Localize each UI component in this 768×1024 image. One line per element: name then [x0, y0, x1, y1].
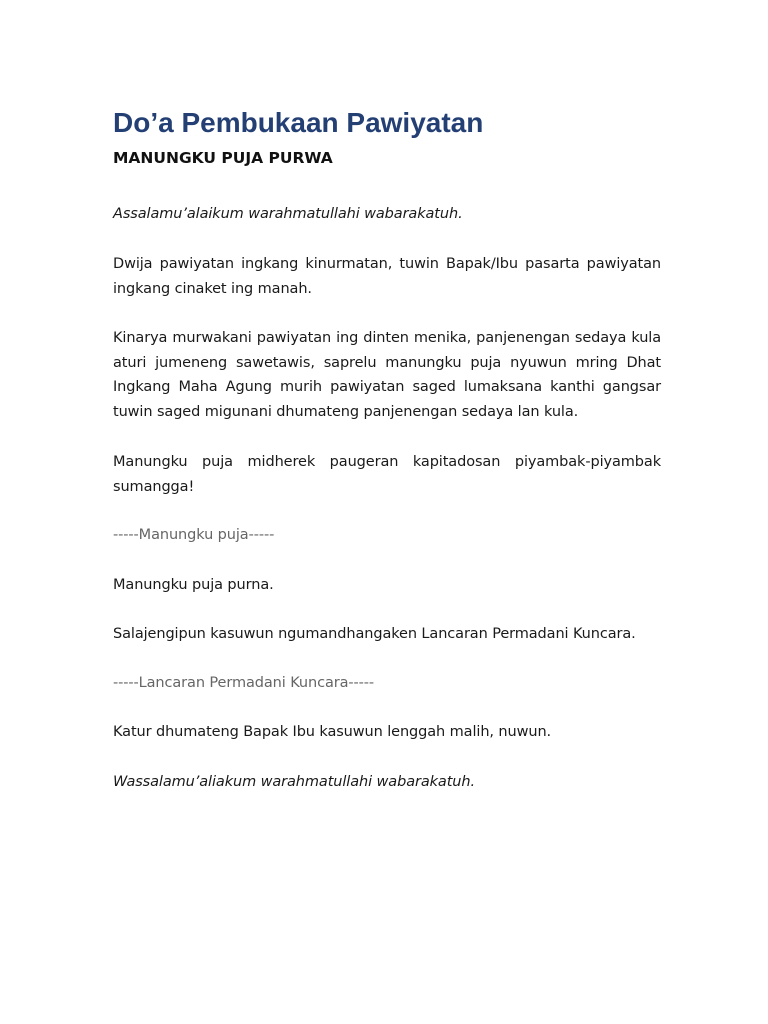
section-divider: -----Manungku puja-----: [113, 527, 275, 543]
body-paragraph: Kinarya murwakani pawiyatan ing dinten menika, panjenengan sedaya kula aturi jumeneng sawetawis, saprelu manungku puja nyuwun mring Dhat Ingkang Maha Agung murih pawiyatan saged lumaksana kanthi gangsar tuwin saged migunani dhumateng panjenengan sedaya lan kula.: [113, 330, 661, 420]
body-paragraph: Katur dhumateng Bapak Ibu kasuwun lenggah malih, nuwun.: [113, 724, 552, 740]
closing-paragraph: Wassalamu’aliakum warahmatullahi wabarakatuh.: [113, 774, 475, 790]
body-paragraph: Manungku puja purna.: [113, 577, 274, 593]
greeting-paragraph: Assalamu’alaikum warahmatullahi wabarakatuh.: [113, 206, 463, 222]
body-paragraph: Manungku puja midherek paugeran kapitadosan piyambak-piyambak sumangga!: [113, 454, 661, 495]
document-page: [113, 104, 661, 790]
section-divider: -----Lancaran Permadani Kuncara-----: [113, 675, 375, 691]
body-paragraph: Dwija pawiyatan ingkang kinurmatan, tuwin Bapak/Ibu pasarta pawiyatan ingkang cinaket ing manah.: [113, 256, 661, 297]
body-paragraph: Salajengipun kasuwun ngumandhangaken Lancaran Permadani Kuncara.: [113, 626, 636, 642]
document-subtitle: MANUNGKU PUJA PURWA: [113, 149, 333, 167]
document-title: Do’a Pembukaan Pawiyatan: [113, 107, 484, 138]
